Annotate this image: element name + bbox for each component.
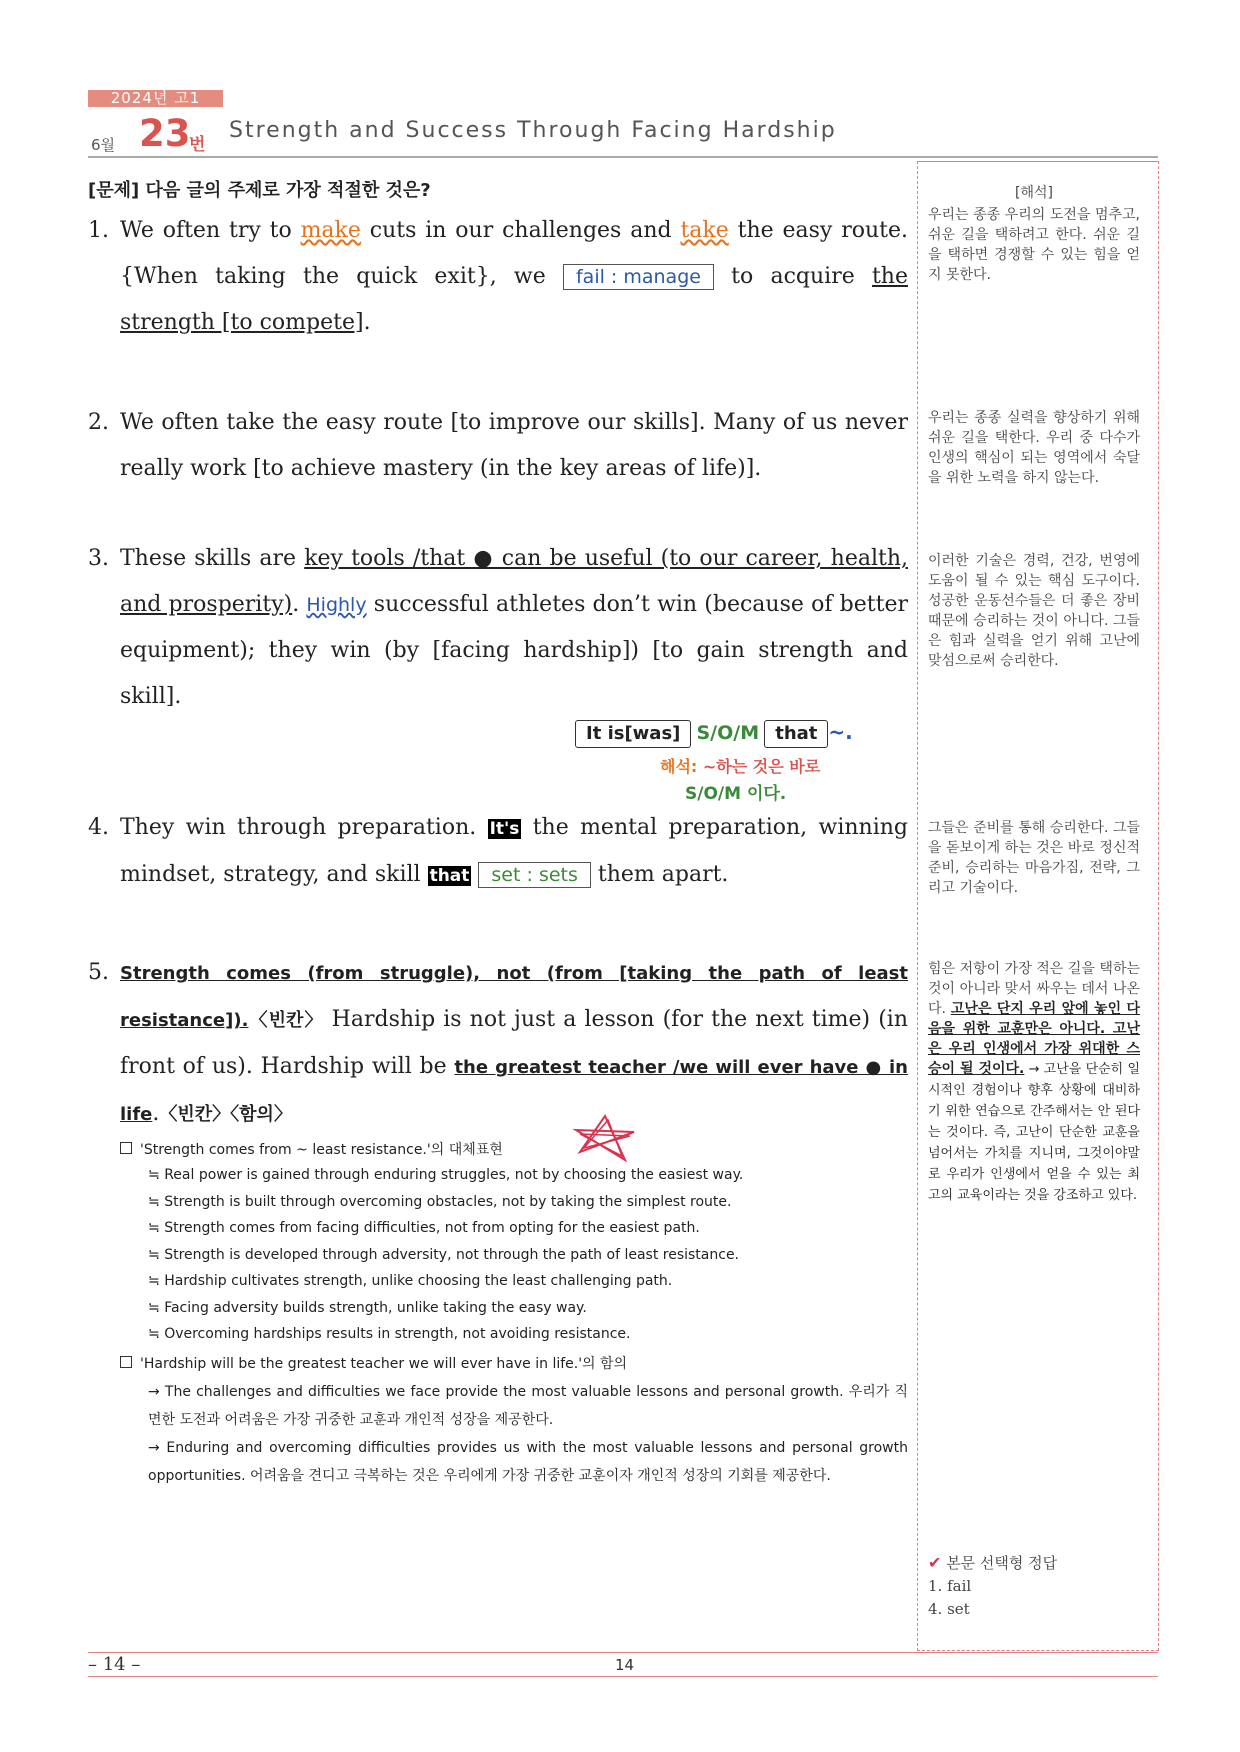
translation-2: 우리는 종종 실력을 향상하기 위해 쉬운 길을 택한다. 우리 중 다수가 인생의 핵심이 되는 영역에서 숙달을 위한 노력을 하지 않는다. bbox=[928, 410, 1140, 486]
answer-1: 1. fail bbox=[928, 1577, 972, 1595]
translation-3: 이러한 기술은 경력, 건강, 번영에 도움이 될 수 있는 핵심 도구이다. 성공한 운동선수들은 더 좋은 장비 때문에 승리하는 것이 아니다. 그들은 힘과 실력을 얻기 위해 고난에 맞섬으로써 승리한다. bbox=[928, 553, 1140, 669]
grammar-note: It is[was] S/O/M that ~. 해석: ~하는 것은 바로 S/O/M 이다. bbox=[575, 720, 905, 804]
page-number-left: – 14 – bbox=[88, 1654, 141, 1675]
footer-divider-bottom bbox=[88, 1676, 1158, 1677]
paragraph-5: Strength comes (from struggle), not (from [taking the path of least resistance]).〈빈칸〉 Hardship is not just a lesson (for the next time) (in front of us). Hardship will be the greatest teacher /we will ever have ● in life.〈빈칸〉〈함의〉 bbox=[120, 963, 909, 1126]
implication-2: → Enduring and overcoming difficulties provides us with the most valuable lessons and personal growth opportunities. 어려움을 견디고 극복하는 것은 우리에게 가장 귀중한 교훈이자 개인적 성장의 기회를 제공한다. bbox=[148, 1439, 908, 1484]
month-label: 6월 bbox=[91, 136, 116, 154]
implication-1: → The challenges and difficulties we face provide the most valuable lessons and personal growth. 우리가 직면한 도전과 어려움은 가장 귀중한 교훈과 개인적 성장을 제공한다. bbox=[148, 1383, 908, 1428]
list-item: ≒ Real power is gained through enduring struggles, not by choosing the easiest way. bbox=[148, 1167, 744, 1183]
footer-divider bbox=[88, 1652, 1158, 1653]
highlight-its: It's bbox=[489, 819, 520, 839]
paragraph-number-1: 1. bbox=[88, 218, 109, 243]
paragraph-number-2: 2. bbox=[88, 410, 109, 435]
paragraph-4: They win through preparation. It's the mental preparation, winning mindset, strategy, and skill that set : sets them apart. bbox=[120, 815, 908, 887]
alternative-expressions: 'Strength comes from ~ least resistance.'의 대체표현 ≒ Real power is gained through enduring struggles, not by choosing the easiest way. ≒ Strength is built through overcoming obstacles, not by taking the simplest route. ≒ Strength comes from facing difficulties, not from opting for the easiest path. ≒ Strength is developed through adversity, not through the path of least resistance. ≒ Hardship cultivates strength, unlike choosing the least challenging path. ≒ Facing adversity builds strength, unlike taking the easy way. ≒ Overcoming hardships results in strength, not avoiding resistance. 'Hardship will be the greatest teacher we will ever have in life.'의 함의 → The challenges and difficulties we face provide the most valuable lessons and personal growth. 우리가 직면한 도전과 어려움은 가장 귀중한 교훈과 개인적 성장을 제공한다. → Enduring and overcoming difficulties provides us with the most valuable lessons and personal growth opportunities. 어려움을 견디고 극복하는 것은 우리에게 가장 귀중한 교훈이자 개인적 성장의 기회를 제공한다. bbox=[120, 1138, 908, 1490]
checkbox-icon bbox=[120, 1142, 132, 1154]
highlight-highly: Highly bbox=[306, 594, 367, 616]
tag-blank: 〈빈칸〉 bbox=[248, 1010, 324, 1031]
tag-blank-implication: 〈빈칸〉〈함의〉 bbox=[159, 1104, 292, 1125]
translation-4: 그들은 준비를 통해 승리한다. 그들을 돋보이게 하는 것은 바로 정신적 준비, 승리하는 마음가짐, 전략, 그리고 기술이다. bbox=[928, 820, 1140, 896]
grammar-box-that: that bbox=[764, 720, 828, 748]
checkbox-icon bbox=[120, 1356, 132, 1368]
list-item: ≒ Strength is built through overcoming obstacles, not by taking the simplest route. bbox=[148, 1193, 732, 1210]
header-divider bbox=[88, 156, 1158, 158]
page-number-center: 14 bbox=[615, 1656, 635, 1674]
answer-heading: ✔ 본문 선택형 정답 bbox=[928, 1553, 1058, 1572]
list-item: ≒ Facing adversity builds strength, unlike taking the easy way. bbox=[148, 1299, 587, 1316]
paragraph-1: We often try to make cuts in our challenges and take the easy route. {When taking the quick exit}, we fail : manage to acquire the strength [to compete]. bbox=[120, 218, 908, 335]
highlight-that: that bbox=[429, 866, 470, 886]
year-badge: 2024년 고1 bbox=[88, 90, 223, 107]
translation-label: [해석] bbox=[1015, 185, 1053, 201]
paragraph-3: These skills are key tools /that ● can be useful (to our career, health, and prosperity). Highly successful athletes don’t win (because of better equipment); they win (by [facing hardship]) [to gain strength and skill]. bbox=[120, 546, 908, 709]
grammar-box-it-is: It is[was] bbox=[575, 720, 691, 748]
choice-box-4: set : sets bbox=[478, 862, 590, 888]
checkmark-icon: ✔ bbox=[928, 1553, 942, 1572]
question-prompt: [문제] 다음 글의 주제로 가장 적절한 것은? bbox=[88, 180, 431, 201]
paragraph-number-4: 4. bbox=[88, 815, 109, 840]
paragraph-2: We often take the easy route [to improve our skills]. Many of us never really work [to achieve mastery (in the key areas of life)]. bbox=[120, 410, 908, 481]
list-item: ≒ Overcoming hardships results in strength, not avoiding resistance. bbox=[148, 1326, 631, 1342]
list-item: ≒ Strength is developed through adversity, not through the path of least resistance. bbox=[148, 1246, 740, 1263]
highlight-take: take bbox=[680, 218, 729, 243]
question-number-suffix: 번 bbox=[189, 135, 206, 155]
list-item: ≒ Hardship cultivates strength, unlike choosing the least challenging path. bbox=[148, 1273, 673, 1289]
translation-panel bbox=[917, 161, 1159, 1651]
translation-1: 우리는 종종 우리의 도전을 멈추고, 쉬운 길을 택하려고 한다. 쉬운 길을 택하면 경쟁할 수 있는 힘을 얻지 못한다. bbox=[928, 207, 1140, 283]
list-item: ≒ Strength comes from facing difficulties, not from opting for the easiest path. bbox=[148, 1220, 700, 1236]
answer-2: 4. set bbox=[928, 1600, 970, 1618]
translation-5: 힘은 저항이 가장 적은 길을 택하는 것이 아니라 맞서 싸우는 데서 나온다. 고난은 단지 우리 앞에 놓인 다음을 위한 교훈만은 아니다. 고난은 우리 인생에서 가장 위대한 스승이 될 것이다. → 고난을 단순히 일시적인 경험이나 향후 상황에 대비하기 위한 연습으로 간주해서는 안 된다는 것이다. 즉, 고난이 단순한 교훈을 넘어서는 가치를 지니며, 그것이야말로 우리가 인생에서 얻을 수 있는 최고의 교육이라는 것을 강조하고 있다. bbox=[928, 961, 1141, 1203]
page-title: Strength and Success Through Facing Hardship bbox=[229, 118, 837, 143]
choice-box-1: fail : manage bbox=[563, 264, 714, 290]
paragraph-number-3: 3. bbox=[88, 546, 109, 571]
highlight-make: make bbox=[300, 218, 361, 243]
paragraph-number-5: 5. bbox=[88, 960, 109, 985]
question-number: 23 bbox=[139, 112, 191, 155]
